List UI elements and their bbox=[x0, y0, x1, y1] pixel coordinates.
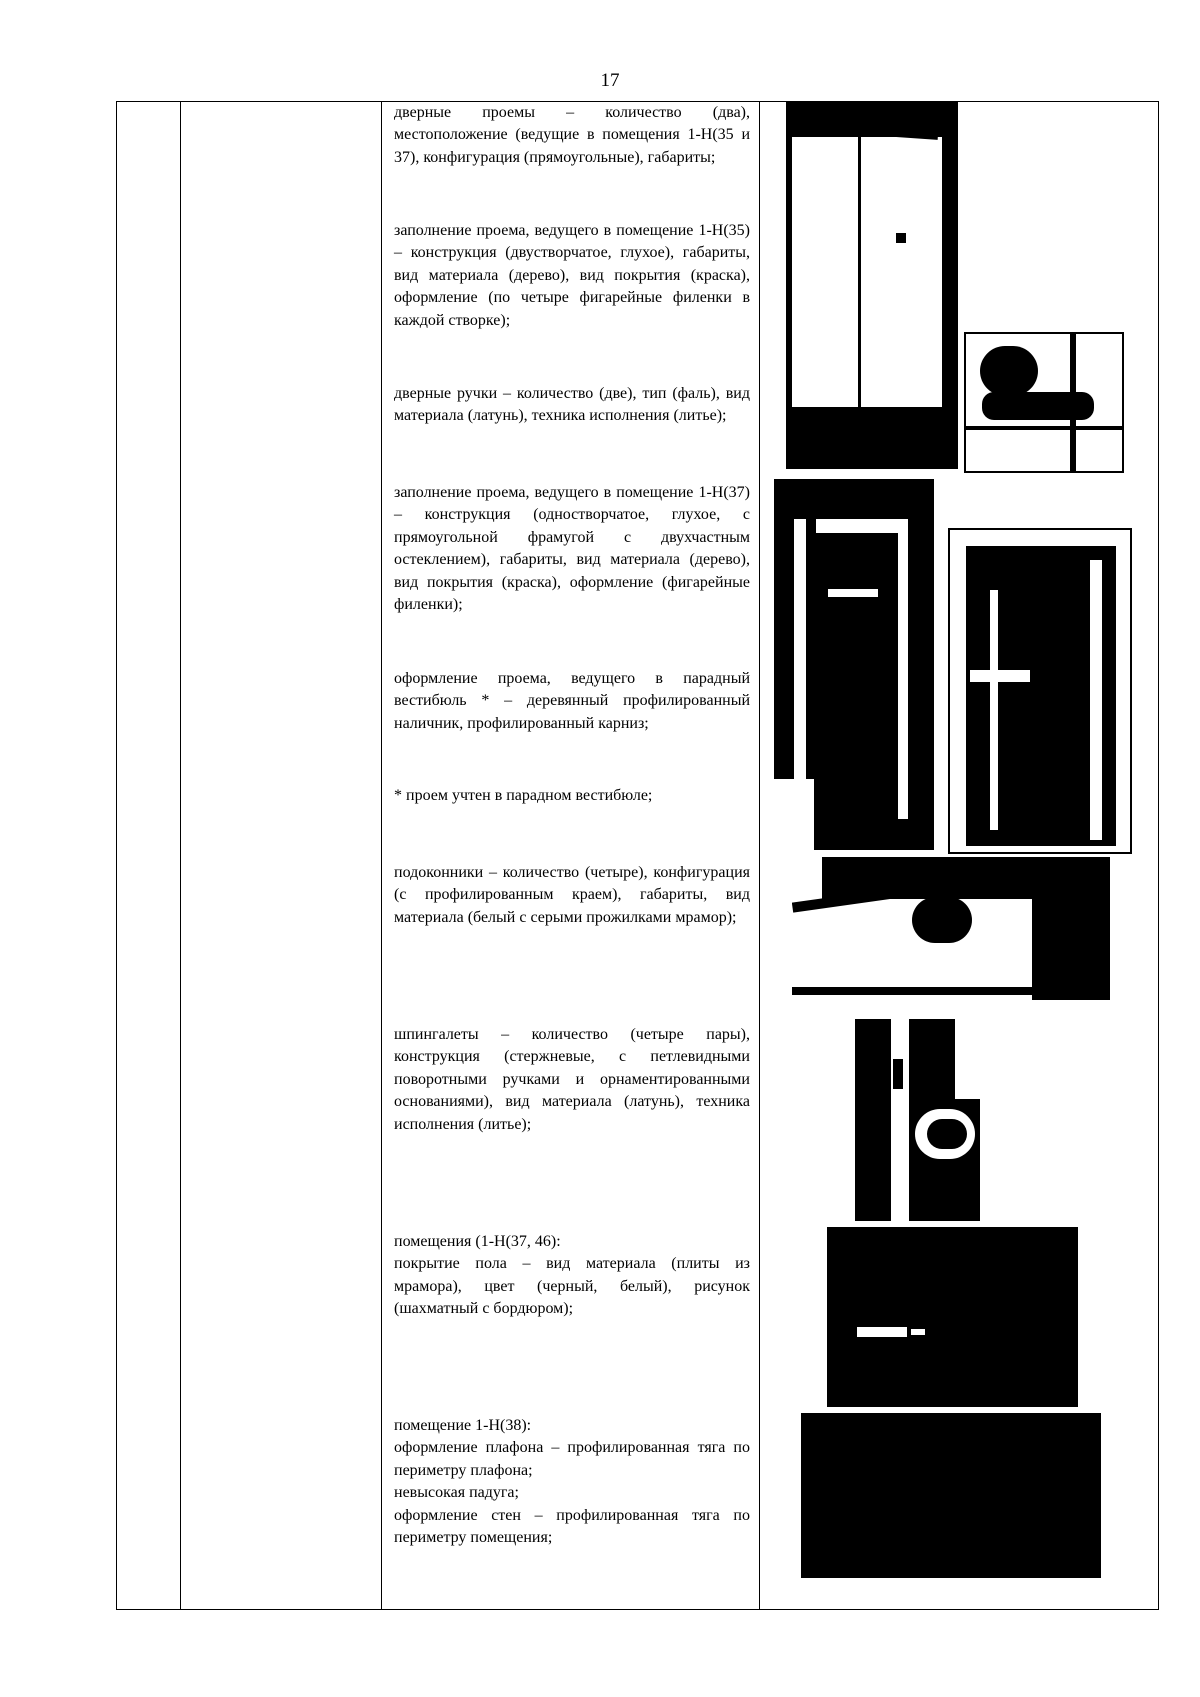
text-vestibule-opening: оформление проема, ведущего в парадный вестибюль * – деревянный профилированный наличник, профилированный карниз; bbox=[394, 670, 750, 732]
text-door-35: заполнение проема, ведущего в помещение 1-Н(35) – конструкция (двустворчатое, глухое), габариты, вид материала (дерево), вид покрытия (краска), оформление (по четыре фигарейные филенки в каждой створке); bbox=[394, 222, 750, 329]
text-floor: помещения (1-Н(37, 46): покрытие пола – вид материала (плиты из мрамора), цвет (черный, белый), рисунок (шахматный с бордюром); bbox=[394, 1233, 750, 1318]
text-room-38: помещение 1-Н(38): оформление плафона – профилированная тяга по периметру плафона; невысокая падуга; оформление стен – профилированная тяга по периметру помещения; bbox=[394, 1417, 750, 1547]
door-handle-photo bbox=[964, 332, 1124, 473]
espagnolette-photo bbox=[855, 1019, 980, 1221]
text-door-37: заполнение проема, ведущего в помещение 1-Н(37) – конструкция (одностворчатое, глухое, с прямоугольной фрамугой с двухчастным остеклением), габариты, вид материала (дерево), вид покрытия (краска), оформление (фигарейные филенки); bbox=[394, 484, 750, 614]
text-espagnolettes: шпингалеты – количество (четыре пары), конструкция (стержневые, с петлевидными поворотными ручками и орнаментированными основаниями), вид материала (латунь), техника исполнения (литье); bbox=[394, 1026, 750, 1133]
text-door-openings: дверные проемы – количество (два), местоположение (ведущие в помещения 1-Н(35 и 37), конфигурация (прямоугольные), габариты; bbox=[394, 104, 750, 166]
floor-photo bbox=[827, 1227, 1078, 1407]
text-door-handles: дверные ручки – количество (две), тип (фаль), вид материала (латунь), техника исполнения (литье); bbox=[394, 385, 750, 425]
ceiling-photo bbox=[801, 1413, 1101, 1578]
door-frame-photo bbox=[774, 479, 934, 850]
windowsill-photo bbox=[792, 857, 1110, 1000]
page-number: 17 bbox=[600, 70, 620, 91]
text-windowsills: подоконники – количество (четыре), конфигурация (с профилированным краем), габариты, вид материала (белый с серыми прожилками мрамор); bbox=[394, 864, 750, 926]
door-opening-photo bbox=[786, 101, 958, 469]
door-panel-photo bbox=[948, 528, 1132, 854]
text-vestibule-note: * проем учтен в парадном вестибюле; bbox=[394, 787, 653, 804]
